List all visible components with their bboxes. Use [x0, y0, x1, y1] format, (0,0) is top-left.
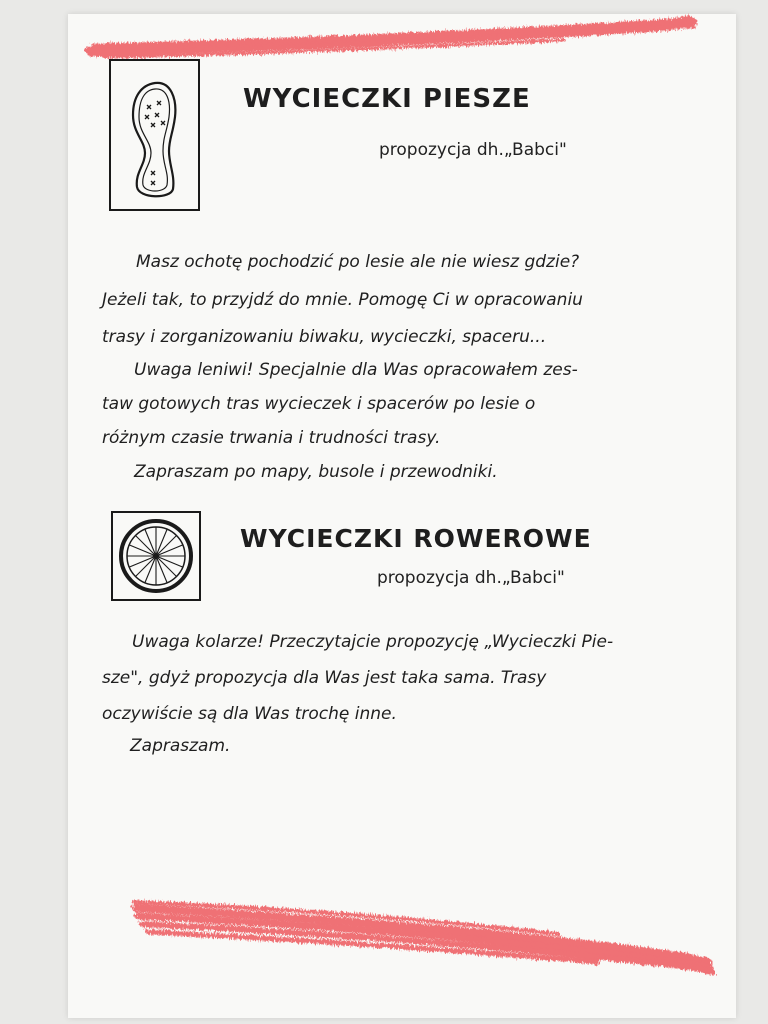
section2-subtitle: propozycja dh.„Babci": [377, 568, 565, 588]
section1-line-7: Zapraszam po mapy, busole i przewodniki.: [134, 462, 498, 482]
top-crayon-stroke: [84, 10, 700, 60]
section1-line-5: taw gotowych tras wycieczek i spacerów po lesie o: [102, 394, 536, 414]
section2-line-1: Uwaga kolarze! Przeczytajcie propozycję „Wycieczki Pie-: [132, 632, 614, 652]
section2-line-4: Zapraszam.: [130, 736, 231, 756]
shoe-icon-box: [109, 59, 200, 211]
bottom-crayon-stroke: [128, 896, 718, 976]
shoe-sole-icon: [111, 61, 198, 209]
section1-line-6: różnym czasie trwania i trudności trasy.: [102, 428, 441, 448]
section1-line-4: Uwaga leniwi! Specjalnie dla Was opracowałem zes-: [134, 360, 578, 380]
section1-line-3: trasy i zorganizowaniu biwaku, wycieczki, spaceru...: [102, 327, 547, 347]
section1-line-1: Masz ochotę pochodzić po lesie ale nie wiesz gdzie?: [136, 252, 580, 272]
wheel-icon-box: [111, 511, 201, 601]
bicycle-wheel-icon: [113, 513, 199, 599]
section2-line-2: sze", gdyż propozycja dla Was jest taka sama. Trasy: [102, 668, 547, 688]
section2-line-3: oczywiście są dla Was trochę inne.: [102, 704, 397, 724]
section1-subtitle: propozycja dh.„Babci": [379, 140, 567, 160]
section1-line-2: Jeżeli tak, to przyjdź do mnie. Pomogę Ci w opracowaniu: [102, 290, 583, 310]
section1-title: WYCIECZKI PIESZE: [243, 84, 531, 114]
section2-title: WYCIECZKI ROWEROWE: [240, 524, 592, 553]
